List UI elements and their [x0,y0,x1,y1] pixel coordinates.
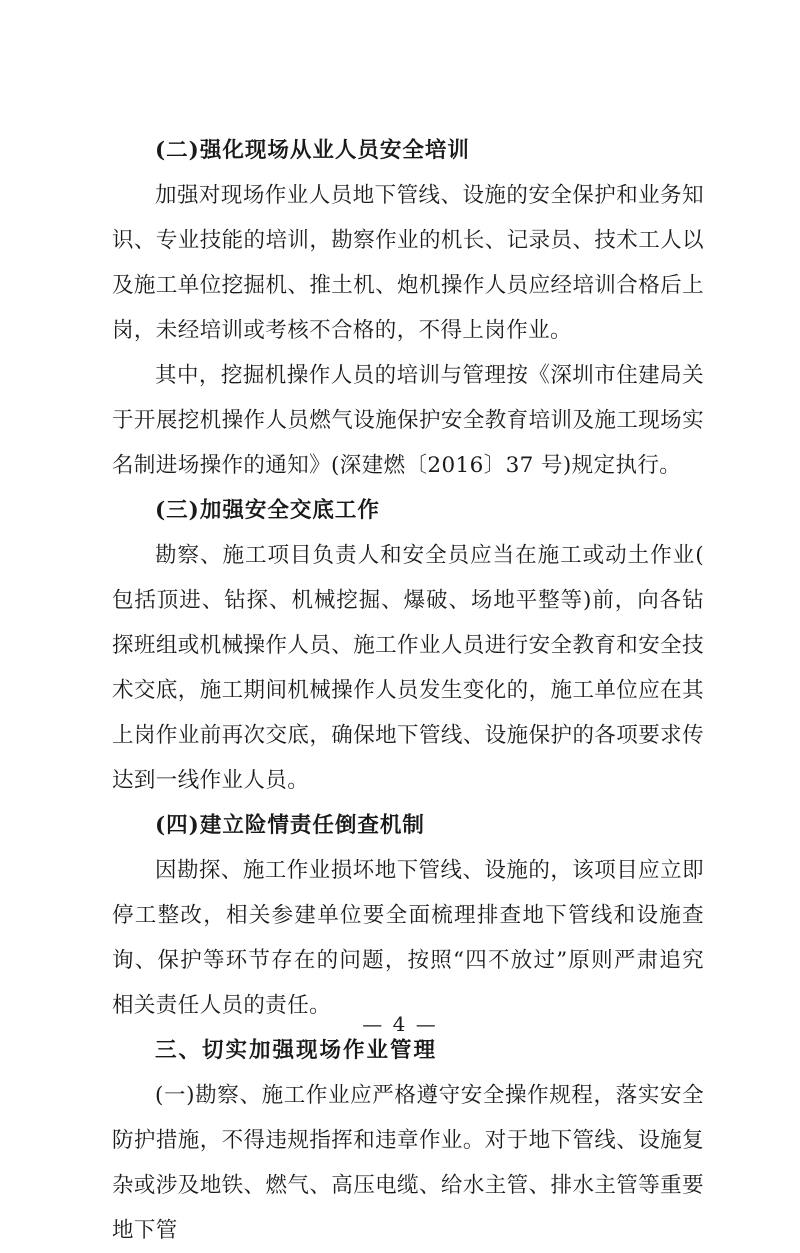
section-heading: (二)强化现场从业人员安全培训 [155,138,470,163]
body-paragraph: 勘察、施工项目负责人和安全员应当在施工或动土作业( 包括顶进、钻探、机械挖掘、爆破、场地平整等)前，向各钻探班组或机械操作人员、施工作业人员进行安全教育和安全技术交底，施工期间机械操作人员发生变化的，施工单位应在其上岗作业前再次交底，确保地下管线、设施保护的各项要求传达到一线作业人员。 [112,543,704,793]
page-number: — 4 — [362,1012,438,1036]
body-paragraph: (一)勘察、施工作业应严格遵守安全操作规程，落实安全防护措施，不得违规指挥和违章作业。对于地下管线、设施复杂或涉及地铁、燃气、高压电缆、给水主管、排水主管等重要地下管 [112,1083,704,1243]
body-paragraph: 因勘探、施工作业损坏地下管线、设施的，该项目应立即停工整改，相关参建单位要全面梳理排查地下管线和设施查询、保护等环节存在的问题，按照“四不放过”原则严肃追究相关责任人员的责任。 [112,858,704,1018]
section-heading: (三)加强安全交底工作 [155,498,380,523]
body-paragraph: 加强对现场作业人员地下管线、设施的安全保护和业务知识、专业技能的培训，勘察作业的机长、记录员、技术工人以及施工单位挖掘机、推土机、炮机操作人员应经培训合格后上岗，未经培训或考核不合格的，不得上岗作业。 [112,183,704,343]
section-heading: (四)建立险情责任倒查机制 [155,813,425,838]
section-heading-major: 三、切实加强现场作业管理 [155,1038,438,1063]
document-body [112,128,704,1253]
body-paragraph: 其中，挖掘机操作人员的培训与管理按《深圳市住建局关于开展挖机操作人员燃气设施保护安全教育培训及施工现场实名制进场操作的通知》(深建燃〔2016〕37 号)规定执行。 [112,363,704,478]
